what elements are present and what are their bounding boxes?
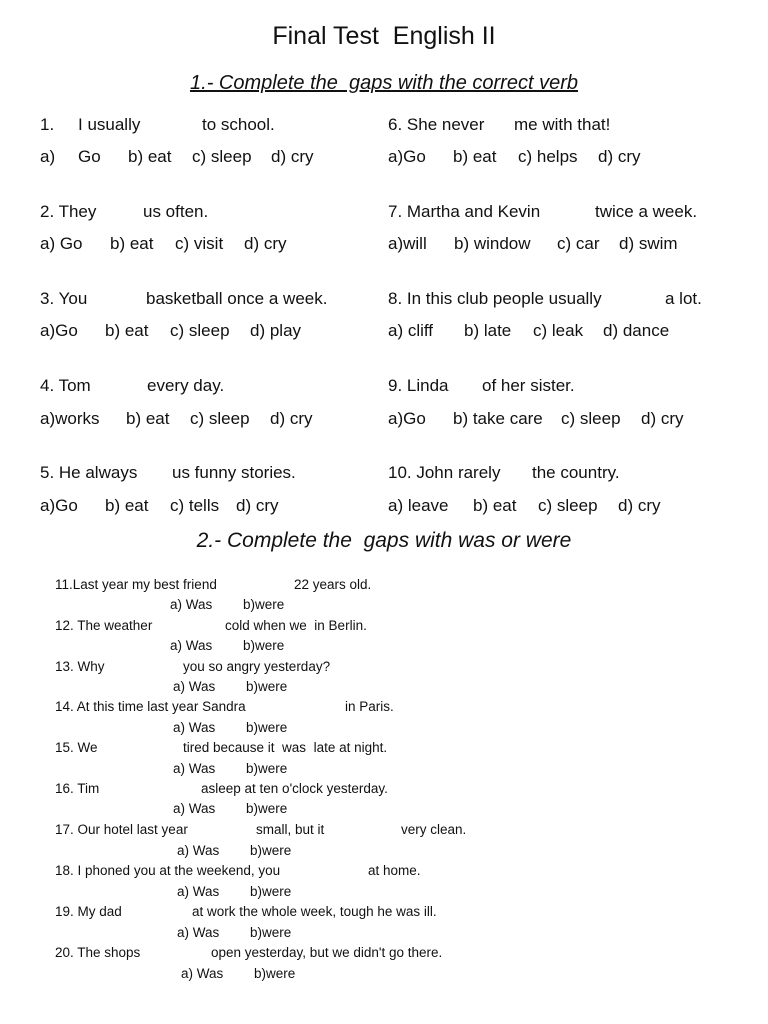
question-4-text-b: every day. [147, 376, 225, 395]
option: c) sleep [538, 496, 598, 515]
question-1-number: 1. [40, 115, 55, 134]
option: c) tells [170, 496, 220, 515]
option: c) helps [518, 147, 578, 166]
option: d) dance [603, 321, 670, 340]
option: a) Was [177, 884, 220, 899]
option: a)Go [40, 321, 78, 340]
question-11-text-a: 11.Last year my best friend [55, 577, 217, 592]
question-17-text-a: 17. Our hotel last year [55, 822, 188, 837]
option: d) cry [271, 147, 314, 166]
option: b)were [246, 679, 288, 694]
option: a) Was [177, 925, 220, 940]
option: a)Go [388, 409, 426, 428]
option: a) Was [173, 801, 216, 816]
option: b) eat [128, 147, 172, 166]
option: c) sleep [190, 409, 250, 428]
question-6-text-a: 6. She never [388, 115, 485, 134]
option: a) Go [40, 234, 83, 253]
option: a) Was [177, 843, 220, 858]
option: b) eat [105, 496, 149, 515]
section2-heading: 2.- Complete the gaps with was or were [196, 529, 572, 552]
option: d) swim [619, 234, 678, 253]
question-15-text-a: 15. We [55, 740, 98, 755]
question-7-text-a: 7. Martha and Kevin [388, 202, 541, 221]
question-1-text-a: I usually [78, 115, 141, 134]
question-16-text-b: asleep at ten o'clock yesterday. [201, 781, 388, 796]
option: a) Was [181, 966, 224, 981]
option: a) Was [173, 720, 216, 735]
option: d) cry [598, 147, 641, 166]
question-13-text-b: you so angry yesterday? [183, 659, 331, 674]
question-3-text-a: 3. You [40, 289, 88, 308]
option: b)were [250, 843, 292, 858]
option: b)were [250, 925, 292, 940]
option: c) sleep [561, 409, 621, 428]
option: c) car [557, 234, 600, 253]
option: Go [78, 147, 101, 166]
option: b) eat [473, 496, 517, 515]
option: d) cry [618, 496, 661, 515]
option: b) window [454, 234, 531, 253]
question-20-text-a: 20. The shops [55, 945, 141, 960]
question-5-text-b: us funny stories. [172, 463, 296, 482]
question-7-text-b: twice a week. [595, 202, 698, 221]
question-15-text-b: tired because it was late at night. [183, 740, 388, 755]
section1-heading: 1.- Complete the gaps with the correct verb [190, 72, 578, 94]
option-letter: a) [40, 147, 56, 166]
question-14-text-a: 14. At this time last year Sandra [55, 699, 246, 714]
question-19-text-b: at work the whole week, tough he was ill. [192, 904, 437, 919]
option: b)were [243, 597, 285, 612]
question-18-text-b: at home. [368, 863, 421, 878]
option: b) eat [105, 321, 149, 340]
question-5-text-a: 5. He always [40, 463, 138, 482]
option: a)Go [40, 496, 78, 515]
question-11-text-b: 22 years old. [294, 577, 372, 592]
option: a) Was [170, 638, 213, 653]
option: b)were [250, 884, 292, 899]
option: b) eat [126, 409, 170, 428]
option: d) cry [244, 234, 287, 253]
option: b)were [246, 761, 288, 776]
question-16-text-a: 16. Tim [55, 781, 100, 796]
page-title: Final Test English II [272, 22, 496, 50]
question-14-text-b: in Paris. [345, 699, 394, 714]
option: a)works [40, 409, 100, 428]
option: c) sleep [192, 147, 252, 166]
question-1-text-b: to school. [202, 115, 275, 134]
option: a) leave [388, 496, 449, 515]
question-3-text-b: basketball once a week. [146, 289, 328, 308]
question-2-text-b: us often. [143, 202, 209, 221]
option: b) take care [453, 409, 543, 428]
question-8-text-a: 8. In this club people usually [388, 289, 602, 308]
option: d) cry [641, 409, 684, 428]
option: b)were [243, 638, 285, 653]
question-10-text-a: 10. John rarely [388, 463, 501, 482]
question-12-text-b: cold when we in Berlin. [225, 618, 367, 633]
option: a) Was [173, 679, 216, 694]
question-19-text-a: 19. My dad [55, 904, 122, 919]
option: a)Go [388, 147, 426, 166]
question-17-text-c: very clean. [401, 822, 467, 837]
option: c) leak [533, 321, 584, 340]
question-10-text-b: the country. [532, 463, 620, 482]
question-4-text-a: 4. Tom [40, 376, 91, 395]
option: d) cry [270, 409, 313, 428]
option: a) Was [173, 761, 216, 776]
option: b) late [464, 321, 512, 340]
question-8-text-b: a lot. [665, 289, 702, 308]
option: b) eat [110, 234, 154, 253]
question-9-text-a: 9. Linda [388, 376, 449, 395]
option: b) eat [453, 147, 497, 166]
option: b)were [254, 966, 296, 981]
question-12-text-a: 12. The weather [55, 618, 153, 633]
option: c) sleep [170, 321, 230, 340]
question-18-text-a: 18. I phoned you at the weekend, you [55, 863, 281, 878]
question-17-text-b: small, but it [256, 822, 325, 837]
option: a) Was [170, 597, 213, 612]
option: b)were [246, 801, 288, 816]
option: d) cry [236, 496, 279, 515]
question-20-text-b: open yesterday, but we didn't go there. [211, 945, 443, 960]
question-13-text-a: 13. Why [55, 659, 105, 674]
question-6-text-b: me with that! [514, 115, 611, 134]
option: a) cliff [388, 321, 434, 340]
option: c) visit [175, 234, 224, 253]
question-2-text-a: 2. They [40, 202, 97, 221]
option: d) play [250, 321, 302, 340]
option: a)will [388, 234, 427, 253]
option: b)were [246, 720, 288, 735]
question-9-text-b: of her sister. [482, 376, 575, 395]
